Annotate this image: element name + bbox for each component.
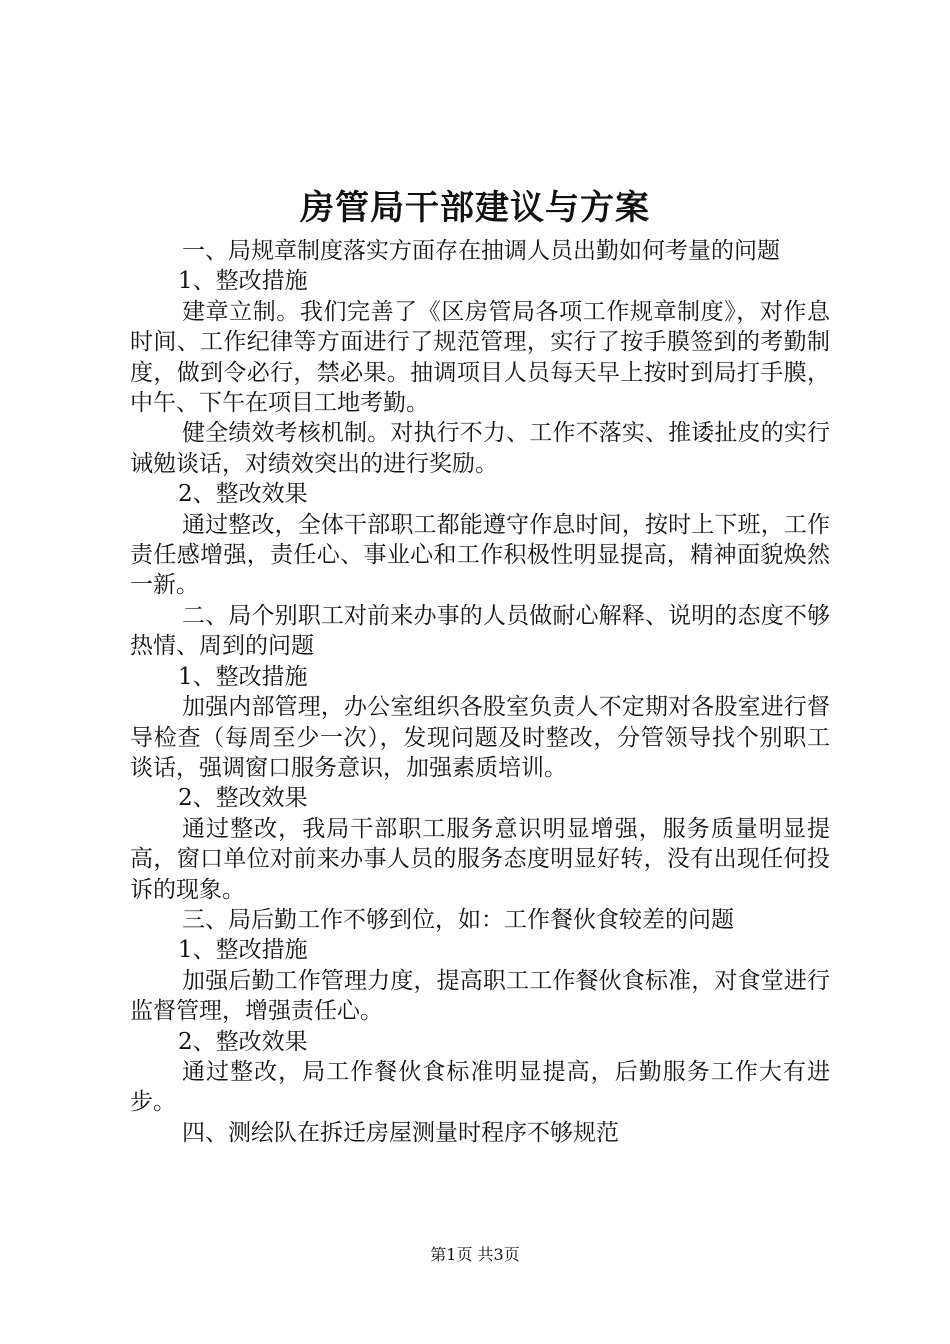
subsection-heading: 1、整改措施 (178, 663, 308, 690)
subsection-heading: 1、整改措施 (178, 268, 308, 295)
subsection-heading: 2、整改效果 (178, 481, 308, 508)
paragraph: 建章立制。我们完善了《区房管局各项工作规章制度》，对作息时间、工作纪律等方面进行了规范管理，实行了按手膜签到的考勤制度，做到令必行，禁必果。抽调项目人员每天早上按时到局打手膜，中午、下午在项目工地考勤。 (130, 298, 830, 417)
section-heading: 四、测绘队在拆迁房屋测量时程序不够规范 (182, 1119, 619, 1146)
paragraph: 加强内部管理，办公室组织各股室负责人不定期对各股室进行督导检查（每周至少一次），发现问题及时整改，分管领导找个别职工谈话，强调窗口服务意识，加强素质培训。 (130, 694, 830, 781)
subsection-heading: 2、整改效果 (178, 785, 308, 812)
section-heading: 二、局个别职工对前来办事的人员做耐心解释、说明的态度不够热情、周到的问题 (130, 602, 830, 660)
subsection-heading: 1、整改措施 (178, 937, 308, 964)
paragraph: 健全绩效考核机制。对执行不力、工作不落实、推诿扯皮的实行诫勉谈话，对绩效突出的进行奖励。 (130, 420, 830, 477)
paragraph: 加强后勤工作管理力度，提高职工工作餐伙食标准，对食堂进行监督管理，增强责任心。 (130, 967, 830, 1025)
paragraph: 通过整改，局工作餐伙食标准明显提高，后勤服务工作大有进步。 (130, 1058, 830, 1116)
document-title: 房管局干部建议与方案 (300, 188, 650, 228)
paragraph: 通过整改，全体干部职工都能遵守作息时间，按时上下班，工作责任感增强，责任心、事业心和工作积极性明显提高，精神面貌焕然一新。 (130, 511, 830, 599)
section-heading: 一、局规章制度落实方面存在抽调人员出勤如何考量的问题 (182, 238, 780, 264)
document-body (130, 236, 830, 1148)
section-heading: 三、局后勤工作不够到位，如：工作餐伙食较差的问题 (182, 906, 734, 933)
paragraph: 通过整改，我局干部职工服务意识明显增强，服务质量明显提高，窗口单位对前来办事人员的服务态度明显好转，没有出现任何投诉的现象。 (130, 815, 830, 903)
page-number: 第1页 共3页 (430, 1245, 520, 1264)
subsection-heading: 2、整改效果 (178, 1028, 308, 1055)
